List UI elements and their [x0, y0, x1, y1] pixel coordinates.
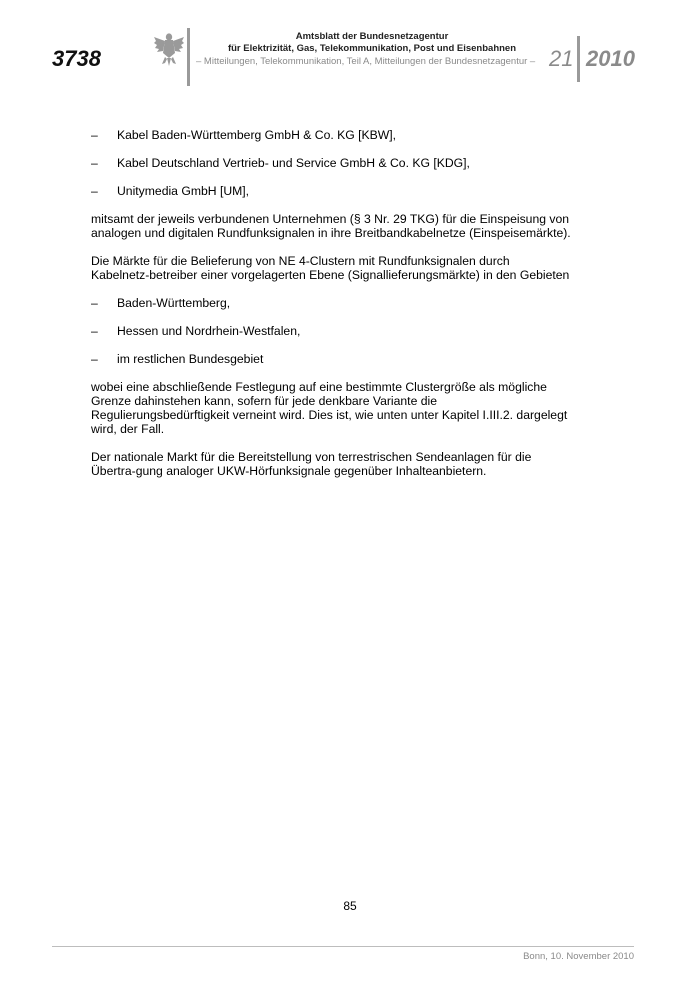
document-body	[91, 128, 571, 492]
federal-eagle-icon	[153, 31, 185, 67]
dash-marker: –	[91, 324, 98, 338]
footer-divider	[52, 946, 634, 947]
gazette-title-line1: Amtsblatt der Bundesnetzagentur	[295, 31, 449, 42]
dash-marker: –	[91, 156, 98, 170]
footer-date: Bonn, 10. November 2010	[523, 951, 634, 962]
list-item	[91, 296, 571, 310]
paragraph: Der nationale Markt für die Bereitstellung von terrestrischen Sendeanlagen für die Übertra-gung analoger UKW-Hörfunksignale gegenüber Inhalteanbietern.	[91, 450, 532, 478]
issue-divider	[577, 36, 580, 82]
list-item-text: Unitymedia GmbH [UM],	[117, 184, 250, 198]
gazette-title-line2: für Elektrizität, Gas, Telekommunikation, Post und Eisenbahnen	[227, 43, 517, 54]
dash-marker: –	[91, 184, 98, 198]
list-item-text: Baden-Württemberg,	[117, 296, 231, 310]
header-page-number: 3738	[52, 46, 101, 71]
dash-marker: –	[91, 352, 98, 366]
list-item	[91, 128, 571, 142]
paragraph: Die Märkte für die Belieferung von NE 4-Clustern mit Rundfunksignalen durch Kabelnetz-betreiber einer vorgelagerten Ebene (Signallieferungsmärkte) in den Gebieten	[91, 254, 570, 282]
footer-page-number: 85	[343, 899, 357, 913]
issue-number: 21	[549, 46, 574, 71]
list-item	[91, 352, 571, 366]
list-item	[91, 324, 571, 338]
gazette-subtitle: – Mitteilungen, Telekommunikation, Teil A, Mitteilungen der Bundesnetzagentur –	[196, 56, 536, 67]
list-item-text: Hessen und Nordrhein-Westfalen,	[117, 324, 301, 338]
dash-marker: –	[91, 296, 98, 310]
list-item-text: Kabel Baden-Württemberg GmbH & Co. KG [KBW],	[117, 128, 397, 142]
dash-marker: –	[91, 128, 98, 142]
list-item-text: im restlichen Bundesgebiet	[117, 352, 264, 366]
paragraph: wobei eine abschließende Festlegung auf eine bestimmte Clustergröße als mögliche Grenze dahinstehen kann, sofern für jede denkbare Variante die Regulierungsbedürftigkeit verneint wird. Dies ist, wie unten unter Kapitel I.III.2. dargelegt wird, der Fall.	[91, 380, 568, 436]
paragraph: mitsamt der jeweils verbundenen Unternehmen (§ 3 Nr. 29 TKG) für die Einspeisung von analogen und digitalen Rundfunksignalen in ihre Breitbandkabelnetze (Einspeisemärkte).	[91, 212, 571, 240]
list-item-text: Kabel Deutschland Vertrieb- und Service GmbH & Co. KG [KDG],	[117, 156, 470, 170]
gazette-title	[190, 31, 554, 55]
issue-year: 2010	[586, 46, 635, 71]
list-item	[91, 184, 571, 198]
list-item	[91, 156, 571, 170]
